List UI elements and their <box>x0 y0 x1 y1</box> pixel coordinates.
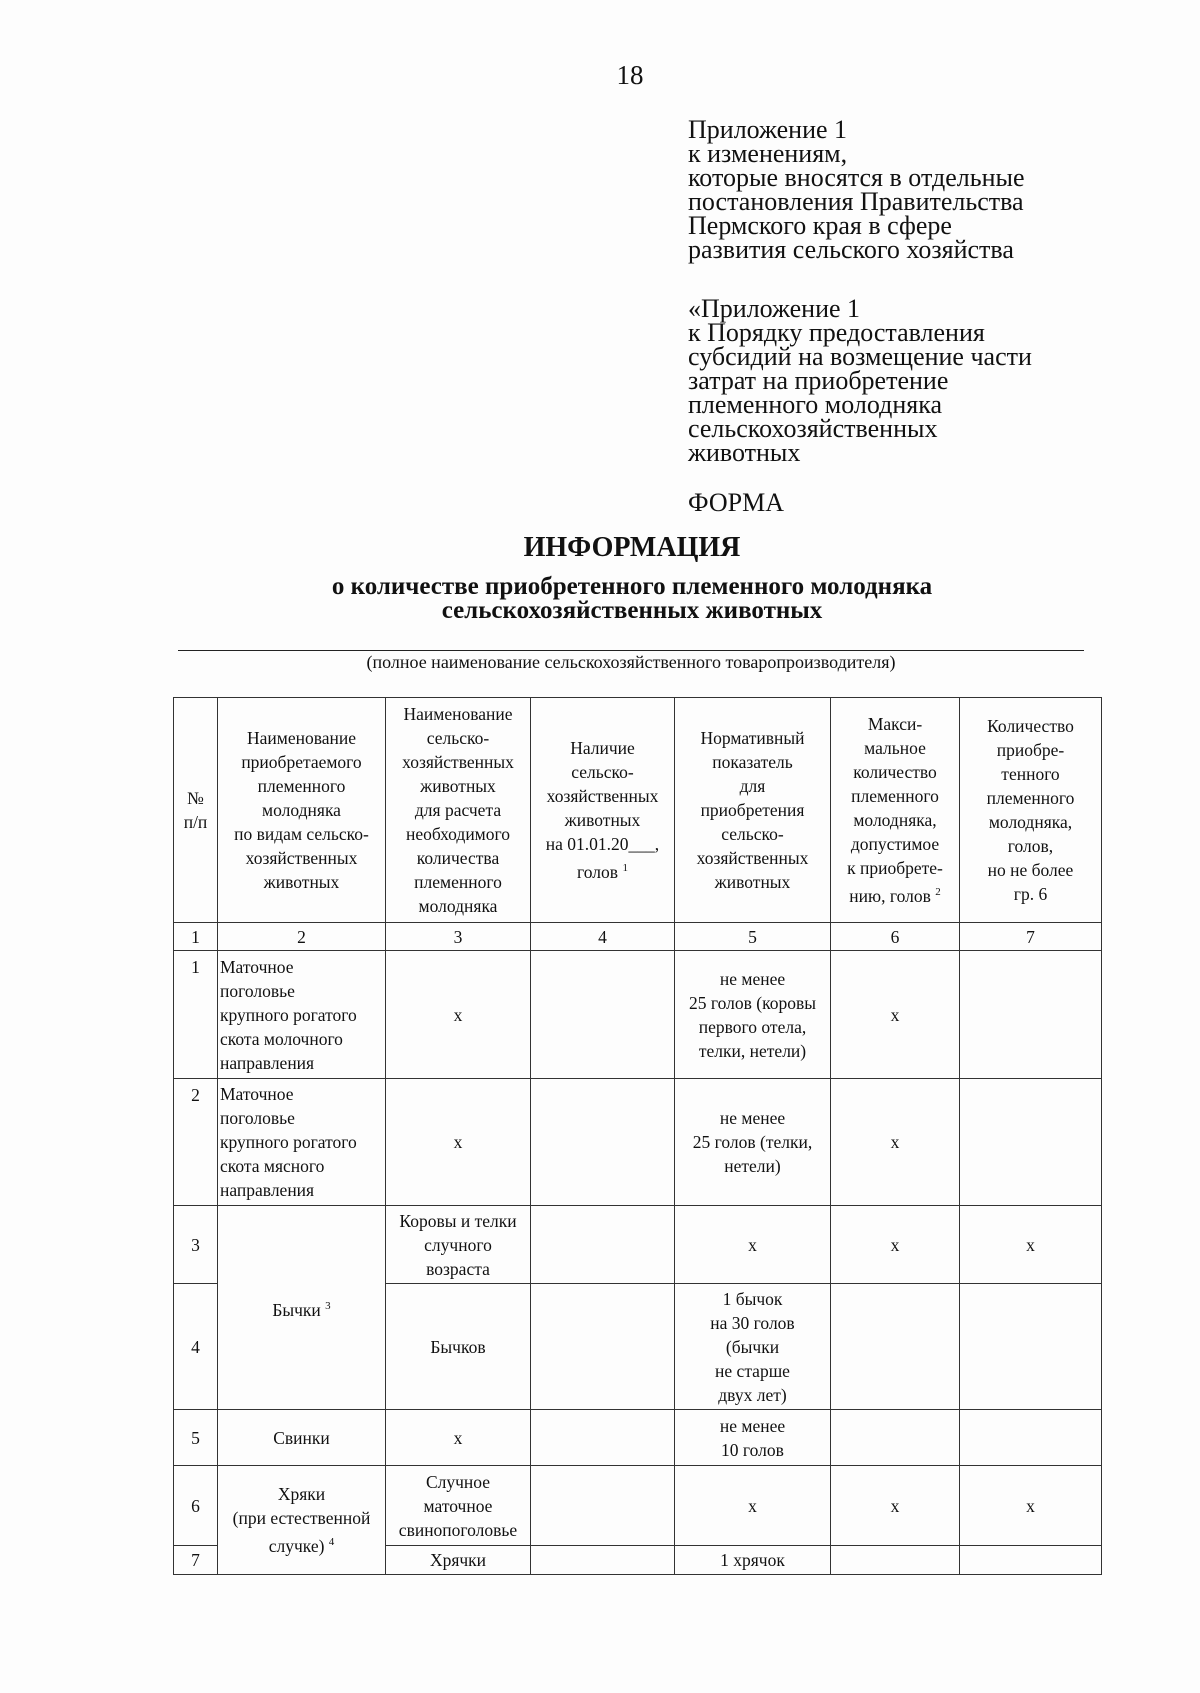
column-number: 3 <box>386 923 531 951</box>
cell-col6 <box>831 1284 960 1410</box>
cell-col3: Хрячки <box>386 1546 531 1575</box>
cell-col3: Коровы и телки случного возраста <box>386 1206 531 1284</box>
cell-col7: х <box>960 1466 1102 1546</box>
cell-col3: х <box>386 1410 531 1466</box>
document-subtitle <box>0 575 1200 623</box>
cell-col4 <box>531 1079 675 1206</box>
column-number: 4 <box>531 923 675 951</box>
cell-col4 <box>531 1284 675 1410</box>
cell-col7 <box>960 1284 1102 1410</box>
row-name-khryaki: Хряки (при естественной случке) $^4$ <box>218 1466 386 1575</box>
cell-col7 <box>960 1079 1102 1206</box>
footnote-mark: 2 <box>935 886 941 899</box>
row-name-bychki: Бычки $^3$ <box>218 1206 386 1410</box>
cell-col7 <box>960 951 1102 1079</box>
appendix-top-line: развития сельского хозяйства <box>688 235 1014 264</box>
column-number: 1 <box>174 923 218 951</box>
column-number: 2 <box>218 923 386 951</box>
appendix-inner-block <box>688 294 1032 467</box>
appendix-inner-line: затрат на приобретение <box>688 366 949 395</box>
cell-col3: Бычков <box>386 1284 531 1410</box>
row-number: 4 <box>174 1284 218 1410</box>
appendix-inner-line: племенного молодняка <box>688 390 942 419</box>
cell-col5: не менее 25 голов (телки, нетели) <box>675 1079 831 1206</box>
row-name: Маточное поголовье крупного рогатого скота мясного направления <box>218 1079 386 1206</box>
header-normative: Нормативный показатель для приобретения сельско- хозяйственных животных <box>675 698 831 923</box>
header-acquired-quantity: Количество приобре- тенного племенного молодняка, голов, но не более гр. 6 <box>960 698 1102 923</box>
column-number: 5 <box>675 923 831 951</box>
cell-col5: 1 бычок на 30 голов (бычки не старше двух лет) <box>675 1284 831 1410</box>
column-number-row <box>174 923 1102 951</box>
header-num: № п/п <box>174 698 218 923</box>
subtitle-line: сельскохозяйственных животных <box>441 597 823 624</box>
subtitle-line: о количестве приобретенного племенного молодняка <box>331 573 933 600</box>
cell-col5: не менее 10 голов <box>675 1410 831 1466</box>
appendix-inner-line: субсидий на возмещение части <box>688 342 1032 371</box>
table-header-row <box>174 698 1102 923</box>
column-number: 6 <box>831 923 960 951</box>
cell-col6: х <box>831 1466 960 1546</box>
cell-col5: х <box>675 1466 831 1546</box>
cell-col4 <box>531 951 675 1079</box>
row-number: 1 <box>174 951 218 1079</box>
cell-col7 <box>960 1410 1102 1466</box>
cell-col6: х <box>831 1206 960 1284</box>
row-number: 6 <box>174 1466 218 1546</box>
cell-col6: х <box>831 951 960 1079</box>
cell-col3: Случное маточное свинопоголовье <box>386 1466 531 1546</box>
data-table <box>173 697 1102 1575</box>
appendix-top-block <box>688 115 1025 264</box>
appendix-inner-line: животных <box>688 438 801 467</box>
cell-col5: 1 хрячок <box>675 1546 831 1575</box>
row-number: 5 <box>174 1410 218 1466</box>
cell-col3: х <box>386 1079 531 1206</box>
footnote-mark: 1 <box>622 862 628 875</box>
cell-col6 <box>831 1546 960 1575</box>
cell-col7 <box>960 1546 1102 1575</box>
appendix-inner-line: сельскохозяйственных <box>688 414 938 443</box>
header-animals-available: Наличие сельско- хозяйственных животных на 01.01.20___, голов $^1$ <box>531 698 675 923</box>
row-name: Свинки <box>218 1410 386 1466</box>
cell-col4 <box>531 1466 675 1546</box>
cell-col4 <box>531 1206 675 1284</box>
footnote-mark: 3 <box>325 1299 331 1312</box>
appendix-top-line: постановления Правительства <box>688 187 1024 216</box>
header-max-quantity: Макси- мальное количество племенного молодняка, допустимое к приобрете- нию, голов $^2$ <box>831 698 960 923</box>
row-number: 3 <box>174 1206 218 1284</box>
footnote-mark: 4 <box>328 1536 335 1549</box>
row-number: 7 <box>174 1546 218 1575</box>
appendix-top-line: Пермского края в сфере <box>688 211 952 240</box>
table-row <box>174 951 1102 1079</box>
page-number: 18 <box>616 60 644 90</box>
appendix-top-line: к изменениям, <box>688 139 848 168</box>
cell-col6 <box>831 1410 960 1466</box>
row-number: 2 <box>174 1079 218 1206</box>
appendix-top-line: Приложение 1 <box>688 115 848 144</box>
column-number: 7 <box>960 923 1102 951</box>
cell-col5: не менее 25 голов (коровы первого отела, телки, нетели) <box>675 951 831 1079</box>
document-title: ИНФОРМАЦИЯ <box>523 532 741 563</box>
cell-col4 <box>531 1546 675 1575</box>
appendix-inner-line: «Приложение 1 <box>688 294 861 323</box>
cell-col3: х <box>386 951 531 1079</box>
table-row <box>174 1410 1102 1466</box>
appendix-inner-line: к Порядку предоставления <box>688 318 985 347</box>
table-row <box>174 1466 1102 1546</box>
form-label: ФОРМА <box>688 488 784 517</box>
cell-col7: х <box>960 1206 1102 1284</box>
cell-col5: х <box>675 1206 831 1284</box>
header-animals-for-calc: Наименование сельско- хозяйственных животных для расчета необходимого количества племенного молодняка <box>386 698 531 923</box>
header-youngstock-name: Наименование приобретаемого племенного молодняка по видам сельско- хозяйственных животных <box>218 698 386 923</box>
table-row <box>174 1206 1102 1284</box>
appendix-top-line: которые вносятся в отдельные <box>688 163 1025 192</box>
row-name: Маточное поголовье крупного рогатого скота молочного направления <box>218 951 386 1079</box>
table-row <box>174 1079 1102 1206</box>
cell-col4 <box>531 1410 675 1466</box>
cell-col6: х <box>831 1079 960 1206</box>
fill-in-line <box>178 650 1084 651</box>
fill-in-caption: (полное наименование сельскохозяйственного товаропроизводителя) <box>366 652 896 672</box>
